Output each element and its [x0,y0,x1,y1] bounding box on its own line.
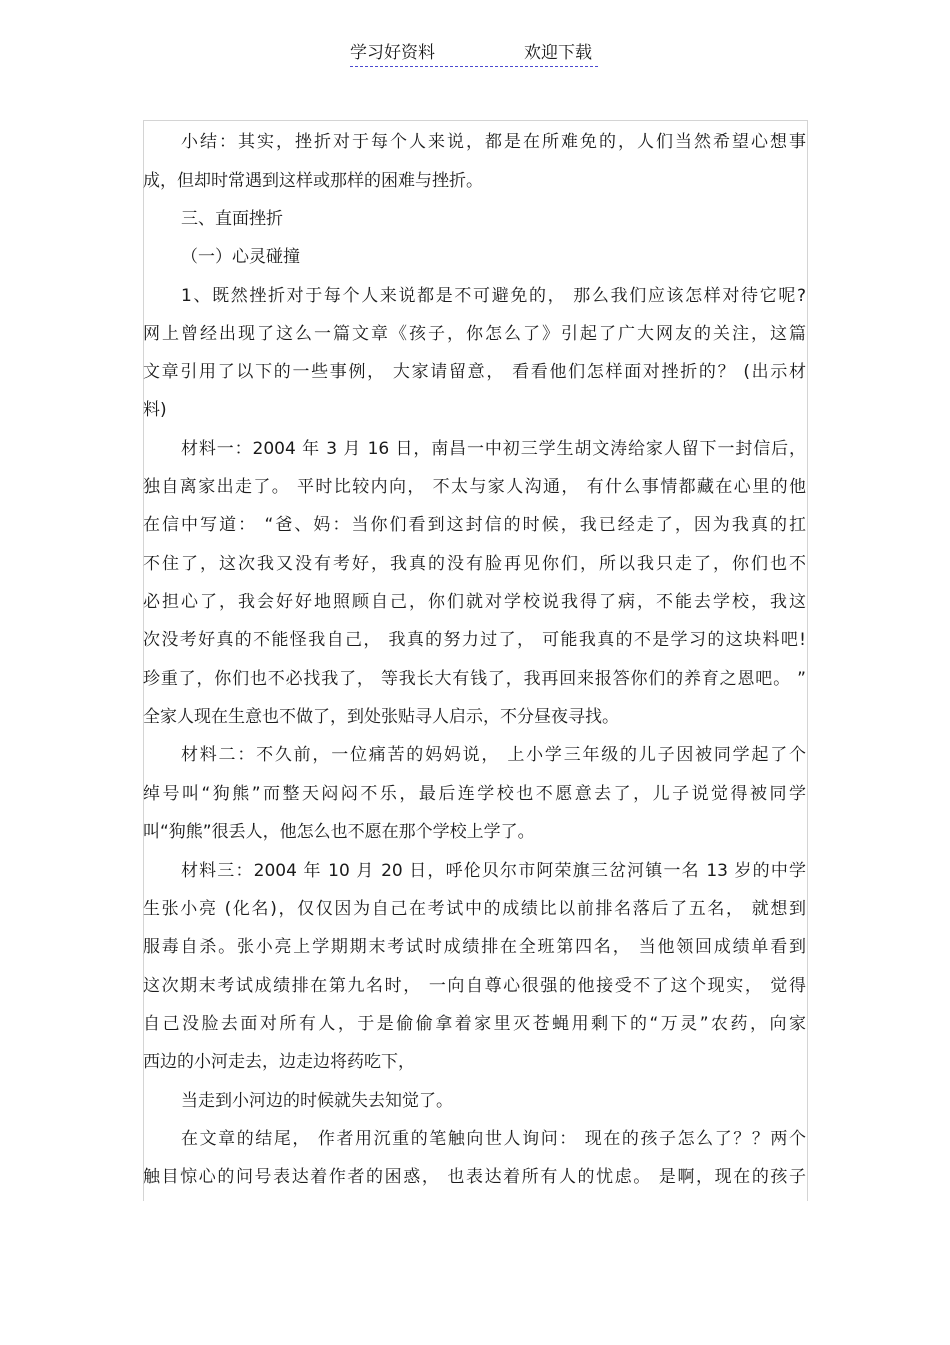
text-line: 当走到小河边的时候就失去知觉了。 [181,1091,453,1111]
text-line: 文章引用了以下的一些事例， 大家请留意， 看看他们怎样面对挫折的？ (出示材 [143,362,806,382]
text-line: 绰号叫“狗熊”而整天闷闷不乐，最后连学校也不愿意去了，儿子说觉得被同学 [143,784,806,804]
section-heading: 三、直面挫折 [181,209,283,229]
text-line: 不住了，这次我又没有考好，我真的没有脸再见你们，所以我只走了，你们也不 [143,554,806,574]
text-line: 必担心了，我会好好地照顾自己，你们就对学校说我得了病，不能去学校，我这 [143,592,806,612]
header-right-text: 欢迎下载 [524,43,592,63]
text-line: 在文章的结尾， 作者用沉重的笔触向世人询问： 现在的孩子怎么了？？两个 [181,1129,806,1149]
text-line: 材料三：2004 年 10 月 20 日，呼伦贝尔市阿荣旗三岔河镇一名 13 岁的中学 [181,861,806,881]
text-line: 这次期末考试成绩排在第九名时， 一向自尊心很强的他接受不了这个现实， 觉得 [143,976,806,996]
subsection-heading: （一）心灵碰撞 [181,247,300,267]
text-line: 叫“狗熊”很丢人，他怎么也不愿在那个学校上学了。 [143,822,535,842]
text-line: 材料二：不久前，一位痛苦的妈妈说， 上小学三年级的儿子因被同学起了个 [181,745,806,765]
text-line: 次没考好真的不能怪我自己， 我真的努力过了， 可能我真的不是学习的这块料吧! [143,630,806,650]
text-line: 小结：其实，挫折对于每个人来说，都是在所难免的，人们当然希望心想事 [181,132,806,152]
text-line: 独自离家出走了。 平时比较内向， 不太与家人沟通， 有什么事情都藏在心里的他 [143,477,806,497]
text-line: 服毒自杀。张小亮上学期期末考试时成绩排在全班第四名， 当他领回成绩单看到 [143,937,806,957]
text-line: 材料一：2004 年 3 月 16 日，南昌一中初三学生胡文涛给家人留下一封信后， [181,439,806,459]
page-header [350,40,598,67]
text-line: 自己没脸去面对所有人，于是偷偷拿着家里灭苍蝇用剩下的“万灵”农药，向家 [143,1014,806,1034]
text-line: 全家人现在生意也不做了，到处张贴寻人启示，不分昼夜寻找。 [143,707,619,727]
text-line: 珍重了，你们也不必找我了， 等我长大有钱了，我再回来报答你们的养育之恩吧。 ” [143,669,806,689]
text-line: 在信中写道： “爸、妈：当你们看到这封信的时候，我已经走了，因为我真的扛 [143,515,806,535]
text-line: 西边的小河走去，边走边将药吃下， [143,1052,415,1072]
text-line: 料) [143,400,167,420]
text-line: 网上曾经出现了这么一篇文章《孩子，你怎么了》引起了广大网友的关注，这篇 [143,324,806,344]
text-line: 成，但却时常遇到这样或那样的困难与挫折。 [143,171,483,191]
text-line: 生张小亮 (化名)，仅仅因为自己在考试中的成绩比以前排名落后了五名， 就想到 [143,899,806,919]
text-line: 1、既然挫折对于每个人来说都是不可避免的， 那么我们应该怎样对待它呢? [181,286,806,306]
text-line: 触目惊心的问号表达着作者的困惑， 也表达着所有人的忧虑。 是啊，现在的孩子 [143,1167,806,1187]
header-left-text: 学习好资料 [350,43,435,63]
